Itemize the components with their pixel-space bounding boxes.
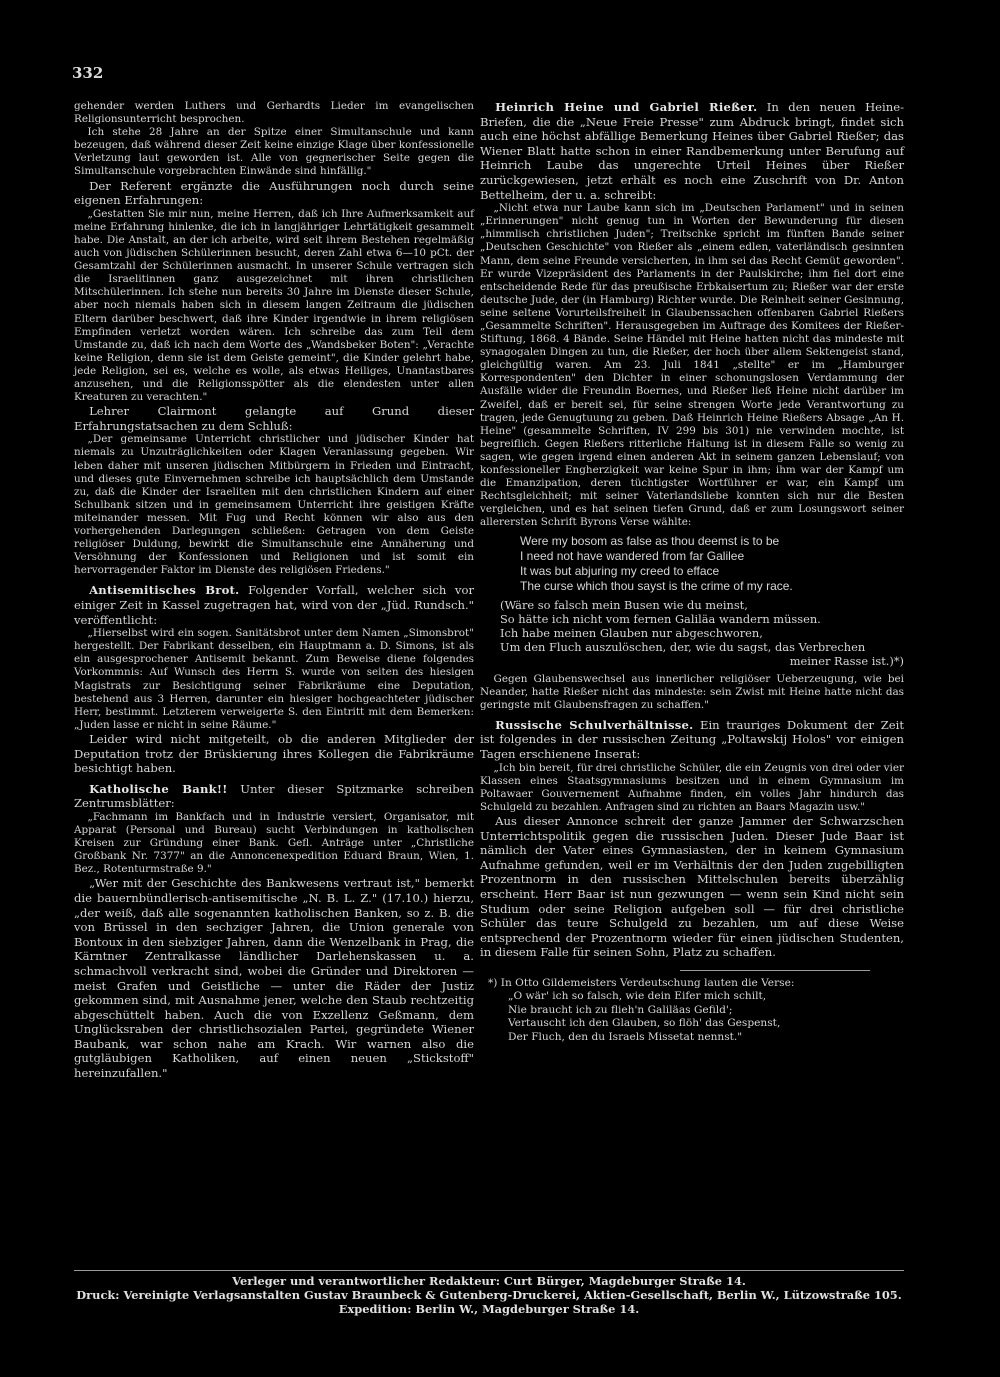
paragraph-text: In den neuen Heine-Briefen, die die „Neue Freie Presse" zum Abdruck bringt, findet sich auch eine höchst abfällige Bemerkung Heines über Gabriel Rießer; das Wiener Blatt hatte schon in einer Randbemerkung unter Berufung auf Heinrich Laube das ungerechte Urteil Heines über Rießer zurückgewiesen, jetzt erhält es noch eine Zuschrift von Dr. Anton Bettelheim, der u. a. schreibt: (480, 100, 904, 202)
section-heading: Katholische Bank!! (89, 781, 228, 796)
paragraph-text: Folgender Vorfall, welcher sich vor einiger Zeit in Kassel zugetragen hat, wird von der „Jüd. Rundsch." veröffentlicht: (74, 583, 474, 627)
verse-line: So hätte ich nicht vom fernen Galiläa wandern müssen. (500, 611, 821, 626)
paragraph: „Wer mit der Geschichte des Bankwesens vertraut ist," bemerkt die bauernbündlerisch-antisemitische „N. B. L. Z." (17.10.) hierzu, „der weiß, daß alle sogenannten katholischen Banken, so z. B. die von Brüssel in den sechziger Jahren, die Union generale von Bontoux in den siebziger Jahren, dann die Wenzelbank in Prag, die Kärntner Zentralkasse ländlicher Darlehenskassen u. a. schmachvoll verkracht sind, wobei die Gründer und Direktoren — meist Grafen und Geistliche — unter die Räder der Justiz gekommen sind, mit Ausnahme jener, welche den Staub rechtzeitig abgeschüttelt haben. Auch die von Exzellenz Geßmann, dem Unglücksraben der christlichsozialen Partei, gegründete Wiener Baubank, war schon nahe am Krach. Wir warnen also die gutgläubigen Katholiken, auf einen neuen „Stickstoff" hereinzufallen." (74, 876, 474, 1081)
footnote-line: Der Fluch, den du Israels Missetat nennst." (508, 1030, 743, 1043)
quote-paragraph: „Nicht etwa nur Laube kann sich im „Deutschen Parlament" und in seinen „Erinnerungen" nicht genug tun in Worten der Bewunderung für diesen „himmlisch christlichen Juden"; Treitschke spricht im fünften Bande seiner „Deutschen Geschichte" von Rießer als „einem edlen, vaterländisch gesinnten Mann, dem seine Freunde versicherten, in ihm sei das Recht Gemüt geworden". Er wurde Vizepräsident des Parlaments in der Paulskirche; ihm fiel dort eine entscheidende Rede für das preußische Erbkaisertum zu; Rießer war der erste deutsche Jude, der (in Hamburg) Richter wurde. Die Reinheit seiner Gesinnung, seine seltene Vorurteilsfreiheit in Glaubenssachen offenbaren Gabriel Rießers „Gesammelte Schriften". Herausgegeben im Auftrage des Komitees der Rießer-Stiftung, 1868. 4 Bände. Seine Händel mit Heine hatten nicht das mindeste mit synagogalen Dingen zu tun, die Rießer, der hoch über allem Sektengeist stand, gleichgültig waren. Am 23. Juli 1841 „stellte" er im „Hamburger Korrespondenten" den Dichter in einer schonungslosen Verdammung der Ausfälle wider die Freundin Boernes, und Rießer ließ Heine nicht darüber im Zweifel, daß er bereit sei, für seine strengen Worte jede Verantwortung zu tragen, jede Genugtuung zu geben. Daß Heinrich Heine Rießers Absage „An H. Heine" (gesammelte Schriften, IV 299 bis 301) nie verwinden mochte, ist begreiflich. Gegen Rießers ritterliche Haltung ist in diesem Falle so wenig zu sagen, wie gegen irgend einen anderen Akt in seinem ganzen Lebenslauf; von konfessioneller Engherzigkeit war keine Spur in ihm; ihm war der Kampf um die Emanzipation, deren tüchtigster Wortführer er war, ein Kampf um Rechtsgleichheit; mit seiner Vaterlandsliebe konnten sich nur die Besten vergleichen, und es hat seinen tiefen Grund, daß er zum Losungswort seiner allerersten Schrift Byrons Verse wählte: (480, 202, 904, 529)
verse-line: It was but abjuring my creed to efface (520, 563, 720, 578)
paragraph-text: Unter dieser Spitzmarke schreiben Zentrumsblätter: (74, 781, 474, 811)
section-heading: Heinrich Heine und Gabriel Rießer. (495, 100, 758, 114)
paragraph: Ich stehe 28 Jahre an der Spitze einer Simultanschule und kann bezeugen, daß während dieser Zeit keine einzige Klage über konfessionelle Verletzung laut geworden ist. Alle von gegnerischer Seite gegen die Simultanschule vorgebrachten Einwände sind hinfällig." (74, 126, 474, 178)
verse-line: I need not have wandered from far Galilee (520, 548, 745, 563)
footnote-line: „O wär' ich so falsch, wie dein Eifer mich schilt, (508, 990, 767, 1003)
quote-paragraph: „Der gemeinsame Unterricht christlicher und jüdischer Kinder hat niemals zu Unzuträglichkeiten oder Klagen Veranlassung gegeben. Wir leben daher mit unseren jüdischen Mitbürgern in Frieden und Eintracht, und dieses gute Einvernehmen schreibe ich hauptsächlich dem Umstande zu, daß die Kinder der Israeliten mit den christlichen Kindern auf einer Schulbank sitzen und in gemeinsamem Unterricht ihre geistigen Kräfte miteinander messen. Mit Fug und Recht können wir also aus den vorhergehenden Darlegungen schließen: Getragen von dem Geiste religiöser Duldung, bewirkt die Simultanschule eine Annäherung und Versöhnung der Konfessionen und Religionen und ist somit ein hervorragender Faktor im Dienste des religiösen Friedens." (74, 433, 474, 577)
paragraph: Der Referent ergänzte die Ausführungen noch durch seine eigenen Erfahrungen: (74, 178, 474, 208)
quote-paragraph: „Gestatten Sie mir nun, meine Herren, daß ich Ihre Aufmerksamkeit auf meine Erfahrung hinlenke, die ich in langjähriger Lehrtätigkeit gesammelt habe. Die Anstalt, an der ich arbeite, wird seit ihrem Bestehen regelmäßig auch von jüdischen Schülerinnen besucht, deren Zahl etwa 6—10 pCt. der Gesamtzahl der Schülerinnen ausmacht. In unserer Schule vertragen sich die Israelitinnen ganz ausgezeichnet mit ihren christlichen Mitschülerinnen. Ich stehe nun bereits 30 Jahre im Dienste dieser Schule, aber noch niemals haben sich in diesem langen Zeitraum die jüdischen Eltern darüber beschwert, daß ihre Kinder irgendwie in ihrem religiösen Empfinden verletzt worden wären. Ich schreibe das zum Teil dem Umstande zu, daß ich nach dem Worte des „Wandsbeker Boten": „Verachte keine Religion, denn sie ist dem Geiste gemeint", die Kinder gelehrt habe, jede Religion, sei es, welche es wolle, als etwas Heiliges, Unantastbares anzusehen, und die Religionsspötter als die elendesten unter allen Kreaturen zu verachten." (74, 207, 474, 404)
verse-line: (Wäre so falsch mein Busen wie du meinst, (500, 597, 748, 612)
footnote-line: Vertauscht ich den Glauben, so flöh' das Gespenst, (508, 1017, 781, 1030)
section-heading: Russische Schulverhältnisse. (495, 717, 694, 732)
quote-paragraph: „Fachmann im Bankfach und in Industrie versiert, Organisator, mit Apparat (Personal und Bureau) sucht Verbindungen in katholischen Kreisen zur Gründung einer Bank. Gefl. Anträge unter „Christliche Großbank Nr. 7377" an die Annoncenexpedition Eduard Braun, Wien, 1. Bez., Rotenturmstraße 9." (74, 810, 474, 876)
verse-line: Ich habe meinen Glauben nur abgeschworen, (500, 625, 763, 640)
verse-line: meiner Rasse ist.)*) (789, 654, 904, 669)
section-heading: Antisemitisches Brot. (89, 583, 240, 598)
footnote-divider (680, 970, 870, 971)
quote-paragraph: Gegen Glaubenswechsel aus innerlicher religiöser Ueberzeugung, wie bei Neander, hatte Rießer nicht das mindeste: sein Zwist mit Heine hatte nicht das geringste mit Glaubensfragen zu schaffen." (480, 672, 904, 711)
german-verse (500, 598, 904, 669)
article-russische-schulverhaeltnisse (480, 718, 904, 762)
quote-paragraph: „Hierselbst wird ein sogen. Sanitätsbrot unter dem Namen „Simonsbrot" hergestellt. Der Fabrikant desselben, ein Hauptmann a. D. Simons, ist als ein ausgesprochener Antisemit bekannt. Zum Beweise diene folgendes Vorkommnis: Auf Wunsch des Herrn S. wurde von seiten des hiesigen Magistrats zur Besichtigung seiner Fabrikräume eine Deputation, bestehend aus 3 Herren, darunter ein hiesiger hochgeachteter jüdischer Herr, bestimmt. Letzterem verweigerte S. den Eintritt mit dem Bemerken: „Juden lasse er nicht in seine Räume." (74, 627, 474, 731)
right-column (480, 100, 904, 1044)
quote-paragraph: „Ich bin bereit, für drei christliche Schüler, die ein Zeugnis von drei oder vier Klassen eines Staatsgymnasiums besitzen und in einem Gymnasium im Poltawaer Gouvernement Aufnahme finden, ein volles Jahr hindurch das Schulgeld zu bezahlen. Anfragen sind zu richten an Baars Magazin usw." (480, 761, 904, 813)
article-katholische-bank (74, 782, 474, 811)
verse-line: Um den Fluch auszulöschen, der, wie du sagst, das Verbrechen (500, 640, 866, 655)
footnote-line: Nie braucht ich zu flieh'n Galiläas Gefild'; (508, 1003, 733, 1016)
verse-line: Were my bosom as false as thou deemst is to be (520, 533, 780, 548)
article-heine-riesser (480, 100, 904, 202)
paragraph: Leider wird nicht mitgeteilt, ob die anderen Mitglieder der Deputation trotz der Brüskierung ihres Kollegen die Fabrikräume besichtigt haben. (74, 731, 474, 776)
imprint (74, 1270, 904, 1317)
imprint-publisher: Verleger und verantwortlicher Redakteur: Curt Bürger, Magdeburger Straße 14. (232, 1274, 746, 1288)
imprint-printer: Druck: Vereinigte Verlagsanstalten Gustav Braunbeck & Gutenberg-Druckerei, Aktien-Gesellschaft, Berlin W., Lützowstraße 105. (76, 1288, 902, 1303)
footnote (480, 977, 904, 1044)
verse-line: The curse which thou sayst is the crime of my race. (520, 578, 793, 593)
paragraph-text: Ein trauriges Dokument der Zeit ist folgendes in der russischen Zeitung „Poltawskij Holos" vor einigen Tagen erschienene Inserat: (480, 717, 904, 761)
left-column (74, 100, 474, 1081)
footnote-intro: *) In Otto Gildemeisters Verdeutschung lauten die Verse: (488, 976, 795, 989)
paragraph: Aus dieser Annonce schreit der ganze Jammer der Schwarzschen Unterrichtspolitik gegen die russischen Juden. Dieser Jude Baar ist nämlich der Vater eines Gymnasiasten, der in keinem Gymnasium Aufnahme gefunden, weil er im Verhältnis der den Juden zugebilligten Prozentnorm in den russischen Mittelschulen bereits überzählig erscheint. Herr Baar ist nun gezwungen — wenn sein Kind nicht sein Studium oder seine Religion aufgeben soll — für drei christliche Schüler das teure Schulgeld zu bezahlen, um auf diese Weise entsprechend der Prozentnorm wieder für einen jüdischen Studenten, in diesem Falle für seinen Sohn, Platz zu schaffen. (480, 813, 904, 960)
english-verse (520, 534, 904, 594)
paragraph: Lehrer Clairmont gelangte auf Grund dieser Erfahrungstatsachen zu dem Schluß: (74, 404, 474, 433)
imprint-expedition: Expedition: Berlin W., Magdeburger Straße 14. (338, 1302, 640, 1317)
page-number: 332 (72, 64, 104, 82)
article-antisemitisches-brot (74, 583, 474, 627)
paragraph: gehender werden Luthers und Gerhardts Lieder im evangelischen Religionsunterricht besprochen. (74, 100, 474, 126)
